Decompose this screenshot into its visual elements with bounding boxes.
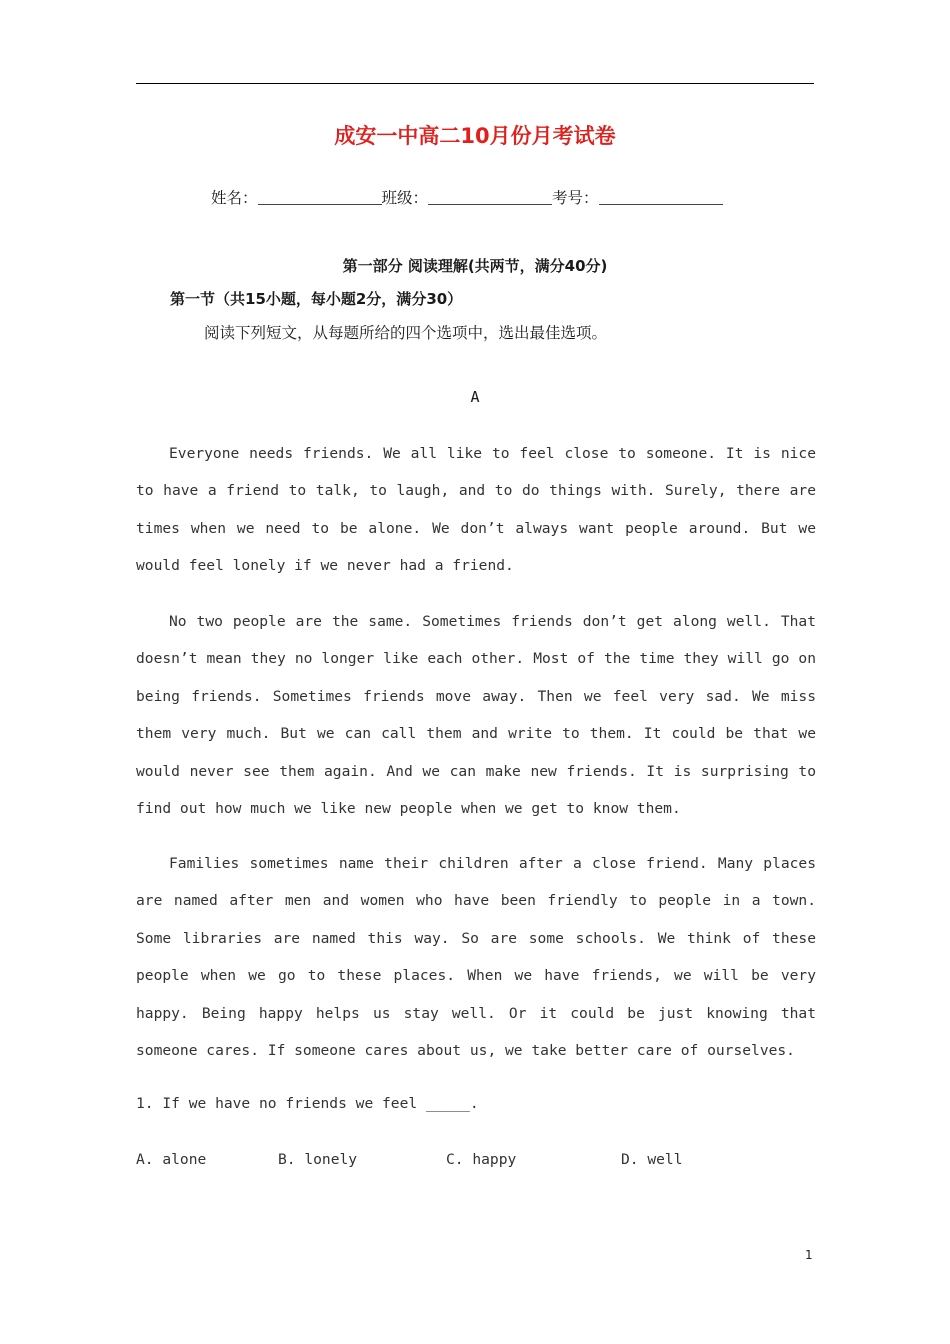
passage-paragraph: Everyone needs friends. We all like to feel close to someone. It is nice to have a friend to talk, to laugh, and to do things with. Surely, there are times when we need to be alone. We don’t always want people around. But we would feel lonely if we never had a friend. [136, 445, 816, 575]
class-label: 班级： [381, 189, 429, 207]
student-info-line [211, 186, 723, 208]
question-text: 1. If we have no friends we feel _____. [136, 1095, 479, 1112]
instruction-text: 阅读下列短文，从每题所给的四个选项中，选出最佳选项。 [204, 324, 608, 342]
number-blank[interactable] [599, 188, 723, 205]
class-blank[interactable] [428, 188, 552, 205]
option-c[interactable]: C. happy [446, 1151, 517, 1168]
number-label: 考号： [552, 189, 599, 207]
option-d[interactable]: D. well [621, 1151, 683, 1168]
passage-paragraph: Families sometimes name their children after a close friend. Many places are named after men and women who have been friendly to people in a town. Some libraries are named this way. So are some schools. We think of these people when we go to these places. When we have friends, we will be very happy. Being happy helps us stay well. Or it could be just knowing that someone cares. If someone cares about us, we take better care of ourselves. [136, 855, 816, 1060]
passage-paragraph: No two people are the same. Sometimes friends don’t get along well. That doesn’t mean they no longer like each other. Most of the time they will go on being friends. Sometimes friends move away. Then we feel very sad. We miss them very much. But we can call them and write to them. It could be that we would never see them again. And we can make new friends. It is surprising to find out how much we like new people when we get to know them. [136, 613, 816, 818]
exam-title: 成安一中高二10月份月考试卷 [334, 124, 616, 148]
header-rule [136, 83, 814, 84]
part-heading: 第一部分 阅读理解(共两节，满分40分) [342, 257, 608, 275]
section-heading: 第一节（共15小题，每小题2分，满分30） [170, 290, 463, 308]
name-blank[interactable] [258, 188, 382, 205]
option-b[interactable]: B. lonely [278, 1151, 358, 1168]
page-number: 1 [805, 1248, 813, 1262]
passage-letter: A [470, 388, 480, 406]
option-a[interactable]: A. alone [136, 1151, 207, 1168]
name-label: 姓名： [211, 189, 258, 207]
